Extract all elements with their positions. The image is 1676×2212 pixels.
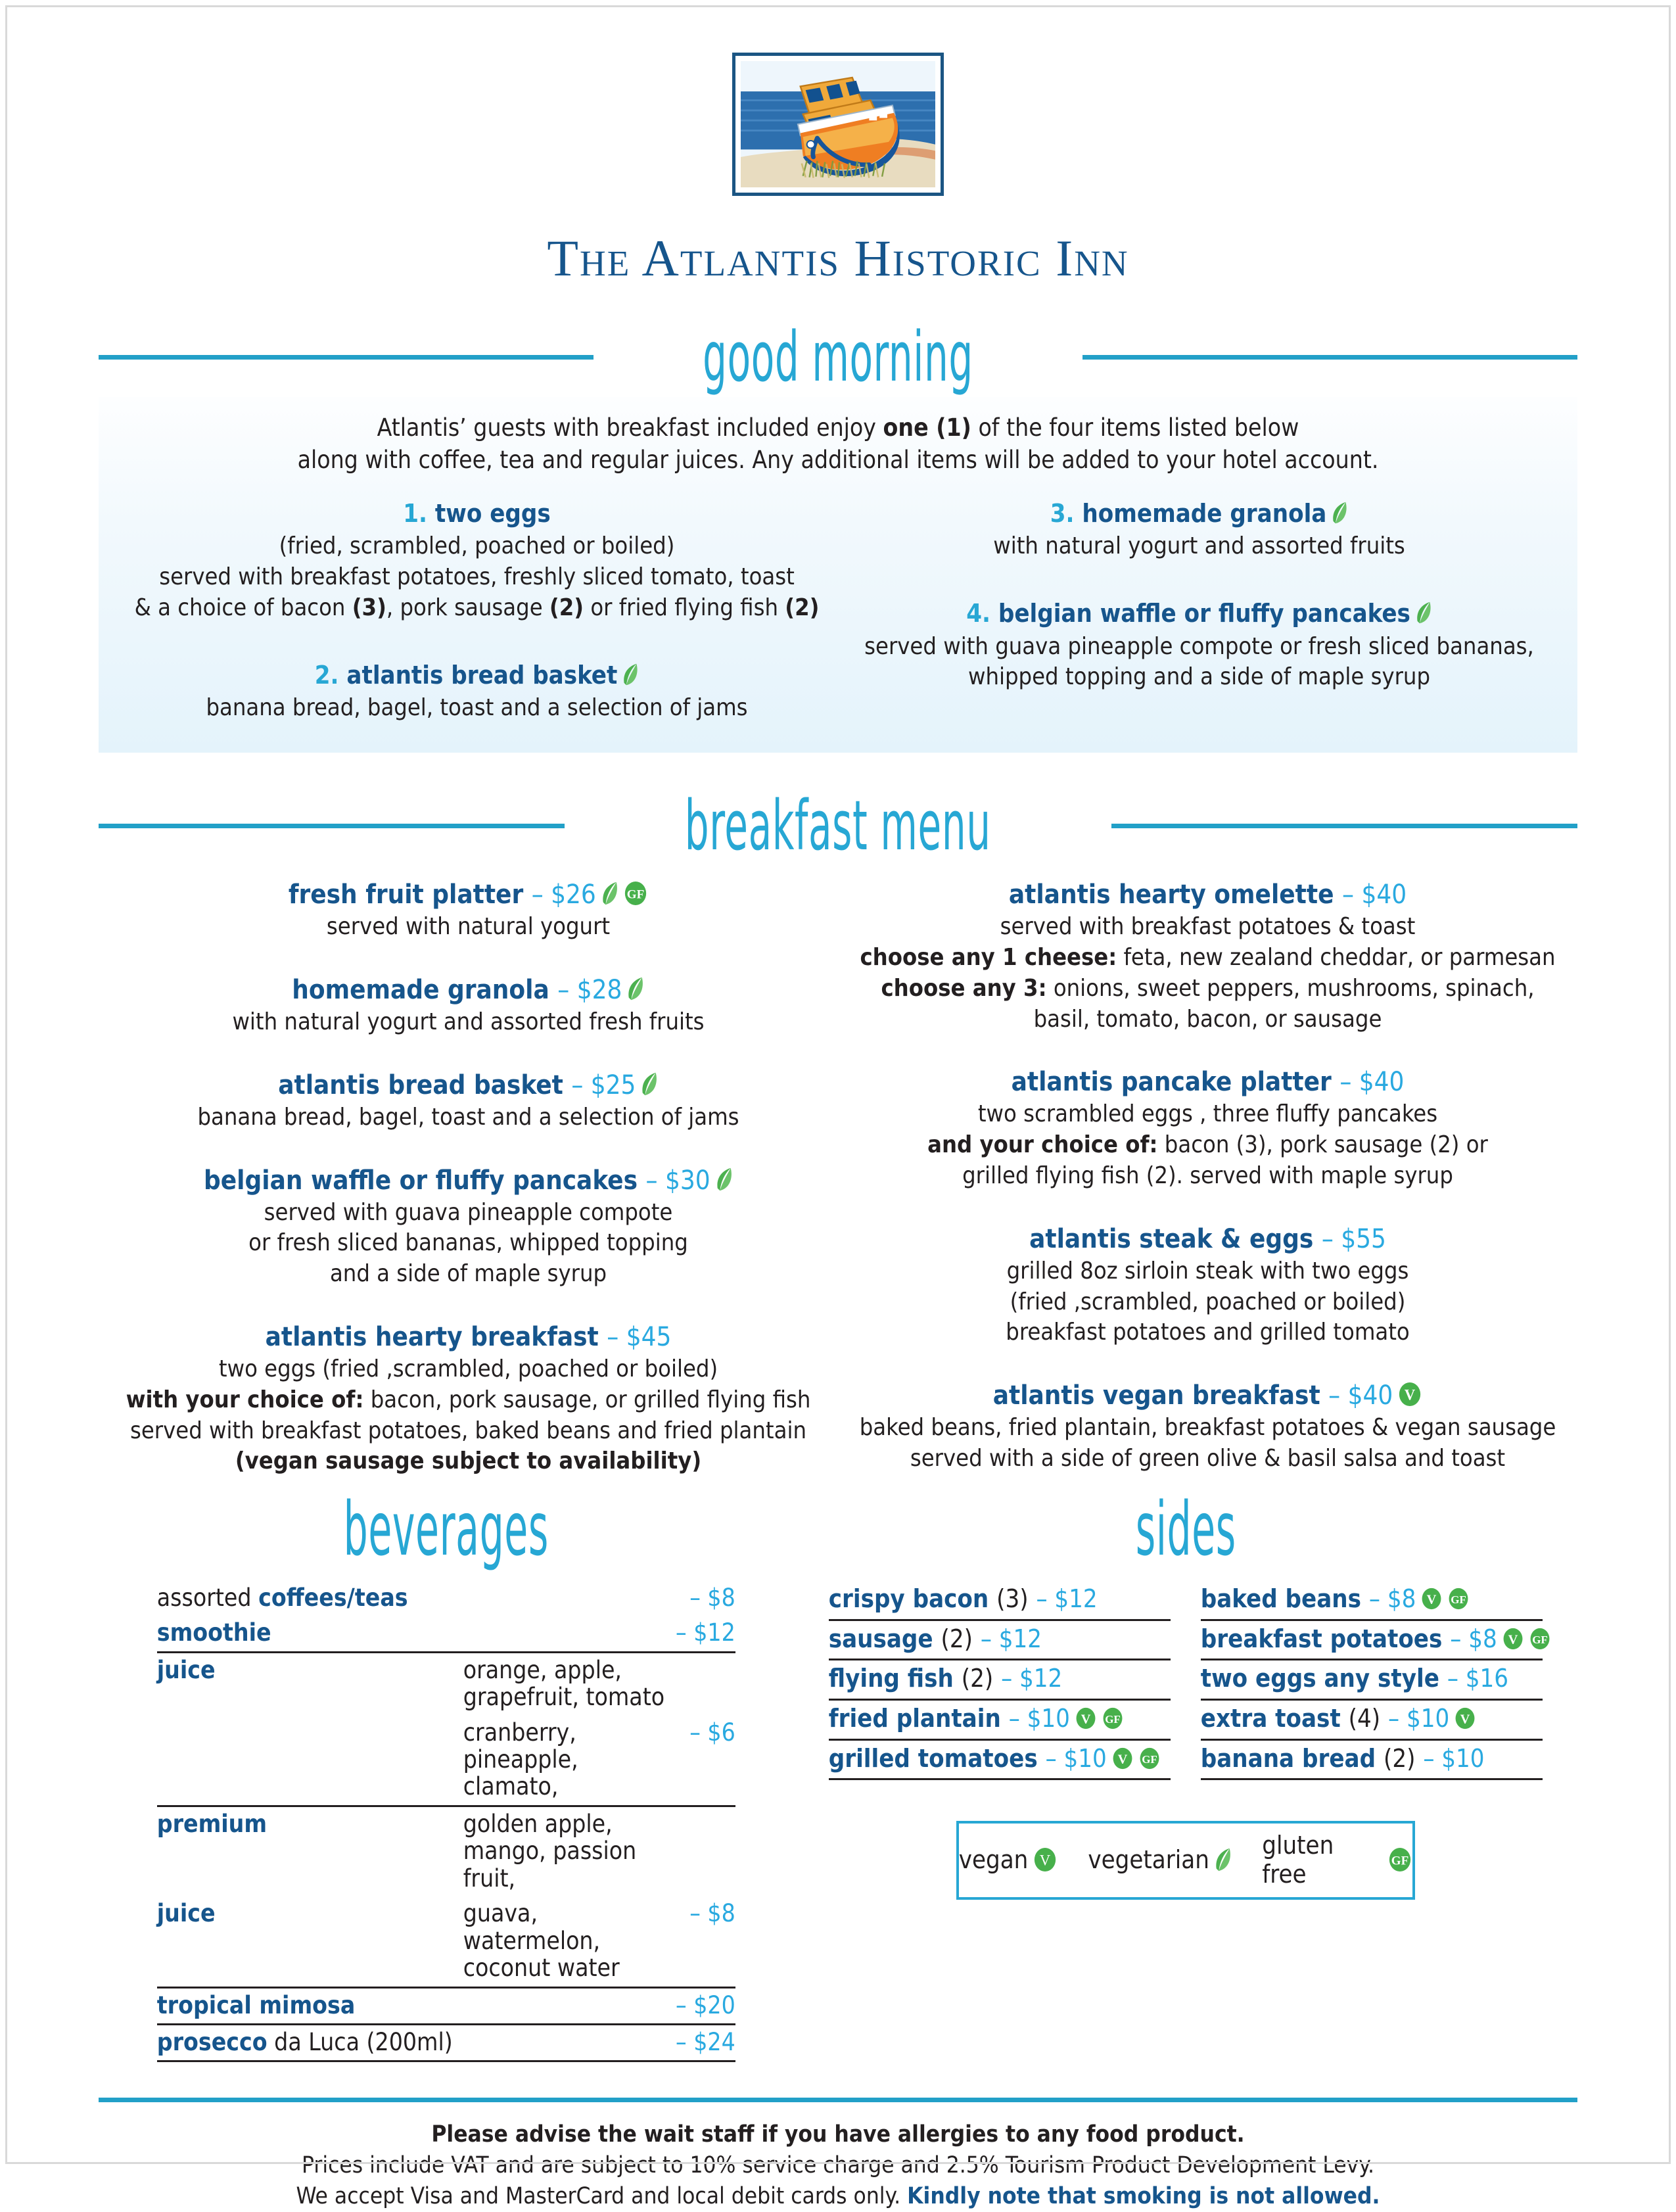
menu-item [847,1066,1568,1191]
vegetarian-leaf-icon [1214,1847,1232,1872]
svg-text:GF: GF [1391,1854,1408,1868]
side-row [1201,1660,1543,1701]
vegetarian-leaf-icon [1331,501,1348,525]
beverage-price: – $12 [676,1616,735,1652]
vegetarian-leaf-icon [626,976,644,1001]
side-price: – $12 [980,1624,1042,1653]
beverage-row [157,1987,735,2024]
beverage-name: prosecco da Luca (200ml) [157,2024,453,2061]
menu-item-name: homemade granola – $28 [108,974,829,1006]
good-morning-item-description: with natural yogurt and assorted fruits [993,532,1405,560]
good-morning-item-name: 3. homemade granola [850,499,1548,529]
page-title: The Atlantis Historic Inn [547,229,1129,287]
svg-text:V: V [1117,1752,1128,1767]
side-quantity: (3) [996,1584,1029,1613]
side-price: – $10 [1388,1703,1450,1733]
beverage-row [157,1806,735,1896]
menu-item [847,1380,1568,1474]
side-row [829,1701,1171,1741]
svg-text:GF: GF [1531,1633,1548,1646]
menu-item-price: – $45 [607,1322,672,1353]
side-name: extra toast [1200,1703,1341,1733]
svg-text:V: V [1040,1852,1051,1869]
footer-price-note: Prices include VAT and are subject to 10% service charge and 2.5% Tourism Product Development Levy. [302,2152,1374,2179]
good-morning-item-name: 4. belgian waffle or fluffy pancakes [850,599,1548,629]
svg-text:GF: GF [626,887,645,902]
vegetarian-leaf-icon [715,1167,733,1192]
item-number: 2. [314,660,339,690]
menu-item-name: atlantis hearty breakfast – $45 [265,1322,672,1353]
svg-text:GF: GF [1105,1712,1121,1726]
good-morning-panel [99,397,1577,753]
good-morning-column-right [838,499,1560,724]
menu-item [108,1321,829,1477]
menu-item [108,879,829,943]
menu-item [108,1165,829,1290]
masthead [99,0,1577,287]
beverage-row [157,1716,735,1806]
footer-payment-note: We accept Visa and MasterCard and local debit cards only. [296,2183,908,2210]
beverage-options [453,1987,676,2024]
sides-column-2 [1200,1581,1548,1780]
menu-item-description: served with guava pineapple compote or fresh sliced bananas, whipped topping and a side of maple syrup [248,1198,688,1288]
side-name: baked beans [1200,1584,1361,1613]
svg-text:V: V [1081,1712,1091,1727]
beverage-row [157,1652,735,1715]
intro-emphasis: one (1) [883,413,971,442]
beverage-row [157,1581,735,1616]
beverage-name: juice [156,1655,216,1684]
gluten-free-icon [1102,1707,1124,1730]
good-morning-item [128,499,826,624]
side-row [829,1581,1171,1621]
gluten-free-icon [623,881,648,906]
beverage-row [157,1896,735,1987]
beverage-options: cranberry, pineapple, clamato, [453,1716,676,1806]
menu-item-description: grilled 8oz sirloin steak with two eggs (fried ,scrambled, poached or boiled) breakfast potatoes and grilled tomato [1006,1257,1410,1346]
menu-item-price: – $55 [1321,1223,1386,1254]
menu-item-price: – $30 [645,1165,710,1196]
side-price: – $8 [1368,1584,1416,1613]
beverage-price: – $20 [676,1987,735,2024]
good-morning-item-description: (fried, scrambled, poached or boiled) served with breakfast potatoes, freshly sliced tomato, toast & a choice of bacon (3), pork sausage (2) or fried flying fish (2) [134,532,820,621]
beverages-table [157,1581,735,2063]
legend-label: gluten free [1262,1831,1334,1889]
gluten-free-icon [1138,1747,1161,1770]
good-morning-item-description: banana bread, bagel, toast and a selection of jams [206,694,748,722]
side-price: – $8 [1450,1624,1497,1653]
good-morning-intro [116,412,1560,476]
svg-text:GF: GF [1141,1753,1157,1766]
beverage-row [157,1616,735,1652]
side-name: sausage [828,1624,933,1653]
menu-item-name: atlantis bread basket – $25 [108,1070,829,1101]
breakfast-menu-heading [99,786,1577,866]
svg-text:V: V [1405,1386,1416,1403]
breakfast-column-left [99,879,838,1477]
side-price: – $12 [1001,1664,1063,1693]
vegan-icon [1111,1747,1134,1770]
svg-text:GF: GF [1451,1593,1467,1606]
vegetarian-leaf-icon [1415,601,1432,624]
vegetarian-leaf-icon [622,663,639,686]
intro-text-c: of the four items listed below [971,413,1299,442]
side-name: fried plantain [828,1703,1001,1733]
sides-column-1 [829,1581,1171,1780]
side-price: – $10 [1423,1743,1485,1773]
good-morning-heading [99,317,1577,397]
vegan-icon [1033,1847,1058,1872]
menu-item-price: – $25 [571,1070,636,1100]
side-row [829,1741,1171,1781]
beverage-price: – $8 [689,1583,735,1612]
menu-item-price: – $40 [1342,880,1407,910]
item-number: 1. [403,498,428,528]
beverage-options [453,1581,676,1616]
beverages-heading: beverages [343,1487,549,1573]
side-name: crispy bacon [828,1584,989,1613]
heading-rule-left [99,824,565,828]
side-name: grilled tomatoes [828,1743,1038,1773]
legend-item [1088,1845,1232,1874]
side-quantity: (2) [941,1624,973,1653]
menu-item [847,879,1568,1035]
breakfast-menu-heading-label: breakfast menu [685,786,991,866]
footer-notes [99,2119,1577,2212]
gluten-free-icon [1387,1847,1412,1872]
beached-boat-illustration-icon [741,61,935,187]
side-price: – $10 [1008,1703,1070,1733]
diet-legend [956,1821,1415,1900]
side-name: breakfast potatoes [1200,1624,1443,1653]
beverage-price [676,1652,735,1715]
svg-text:V: V [1508,1632,1518,1647]
side-row [1201,1701,1543,1741]
beverage-price: – $6 [676,1716,735,1806]
good-morning-item [850,499,1548,562]
good-morning-item [128,661,826,724]
menu-item-name: atlantis pancake platter – $40 [1011,1067,1405,1098]
vegan-icon [1420,1588,1443,1610]
beverage-name: juice [157,1896,453,1987]
footer-smoking-note: Kindly note that smoking is not allowed. [907,2183,1380,2210]
intro-text-a: Atlantis’ guests with breakfast included enjoy [377,413,883,442]
beverage-price: – $24 [676,2024,735,2061]
menu-item-name: atlantis steak & eggs – $55 [1029,1223,1386,1254]
side-price: – $10 [1045,1743,1107,1773]
menu-item [108,974,829,1038]
beverage-name: smoothie [157,1616,453,1652]
footer-allergy-note: Please advise the wait staff if you have allergies to any food product. [431,2121,1245,2148]
sides-section [794,1487,1578,2062]
menu-item-name: atlantis vegan breakfast – $40 V [847,1380,1568,1411]
vegan-icon [1454,1707,1476,1730]
heading-rule-left [99,355,594,360]
beverage-options: orange, apple, grapefruit, tomato [463,1655,665,1712]
side-name: two eggs any style [1200,1664,1439,1693]
heading-rule-right [1111,824,1577,828]
menu-item-description: two eggs (fried ,scrambled, poached or boiled) with your choice of: bacon, pork sausage, or grilled flying fish served with breakfast potatoes, baked beans and fried plantain (vegan sausage subject to availability) [126,1355,811,1475]
beverage-price [676,1806,735,1896]
beverage-options: golden apple, mango, passion fruit, [463,1809,637,1893]
beverage-name: premium [156,1809,268,1838]
item-number: 4. [966,599,990,628]
good-morning-column-left [116,499,838,724]
menu-item-price: – $26 [531,880,596,910]
menu-item-description: served with breakfast potatoes & toast choose any 1 cheese: feta, new zealand cheddar, or parmesan choose any 3: onions, sweet peppers, mushrooms, spinach, basil, tomato, bacon, or sausage [860,913,1556,1033]
intro-line-2: along with coffee, tea and regular juices. Any additional items will be added to your hotel account. [297,446,1379,475]
menu-item [847,1223,1568,1348]
menu-item-price: – $40 [1328,1380,1393,1411]
legend-label: vegetarian [1088,1845,1209,1875]
legend-item [1262,1831,1412,1889]
beverage-options [453,2024,676,2061]
beverage-name: tropical mimosa [157,1987,453,2024]
vegan-icon [1397,1382,1422,1407]
item-number: 3. [1050,498,1075,528]
gluten-free-icon [1447,1588,1470,1610]
good-morning-item [850,599,1548,693]
good-morning-item-name: 1. two eggs [403,498,551,528]
menu-item [108,1070,829,1133]
footer-rule [99,2098,1577,2102]
good-morning-item-name: 2. atlantis bread basket [128,661,826,691]
sides-heading: sides [1135,1487,1236,1573]
side-row [829,1660,1171,1701]
beverage-row [157,2024,735,2061]
beverage-name [157,1716,453,1806]
side-row [1200,1621,1548,1661]
vegan-icon [1075,1707,1097,1730]
side-quantity: (2) [961,1664,994,1693]
side-row [1201,1741,1543,1781]
side-name: banana bread [1200,1743,1376,1773]
beverages-section [99,1487,794,2062]
beverage-price: – $8 [676,1896,735,1987]
side-row [1201,1581,1543,1621]
menu-item-name: fresh fruit platter – $26 GF [108,879,829,910]
menu-item-description: banana bread, bagel, toast and a selection of jams [197,1103,739,1131]
vegan-icon [1502,1628,1524,1650]
beverage-name: assorted coffees/teas [156,1583,408,1612]
breakfast-column-right [838,879,1577,1477]
svg-text:V: V [1426,1592,1437,1607]
beverage-options: guava, watermelon, coconut water [453,1896,676,1987]
side-price: – $16 [1447,1664,1509,1693]
menu-item-description: with natural yogurt and assorted fresh fruits [232,1008,705,1036]
side-quantity: (4) [1348,1703,1381,1733]
side-row [829,1621,1171,1661]
menu-item-name: atlantis hearty omelette – $40 [1008,880,1407,910]
beverage-options [453,1616,676,1652]
heading-rule-right [1082,355,1577,360]
menu-item-price: – $28 [557,975,622,1006]
side-name: flying fish [828,1664,954,1693]
inn-logo [732,53,944,196]
gluten-free-icon [1529,1628,1551,1650]
menu-item-description: baked beans, fried plantain, breakfast potatoes & vegan sausage served with a side of green olive & basil salsa and toast [859,1414,1556,1472]
menu-item-price: – $40 [1339,1067,1405,1098]
good-morning-heading-label: good morning [703,317,973,397]
vegetarian-leaf-icon [601,881,618,906]
legend-label: vegan [958,1845,1029,1875]
svg-text:V: V [1460,1712,1470,1727]
menu-item-description: two scrambled eggs , three fluffy pancakes and your choice of: bacon (3), pork sausage (2) or grilled flying fish (2). served with maple syrup [927,1100,1488,1190]
side-quantity: (2) [1383,1743,1416,1773]
menu-item-name: belgian waffle or fluffy pancakes – $30 [108,1165,829,1196]
good-morning-item-description: served with guava pineapple compote or fresh sliced bananas, whipped topping and a side of maple syrup [864,632,1534,691]
menu-item-description: served with natural yogurt [326,913,611,941]
legend-item [959,1845,1058,1874]
vegetarian-leaf-icon [640,1071,658,1096]
side-price: – $12 [1036,1584,1098,1613]
